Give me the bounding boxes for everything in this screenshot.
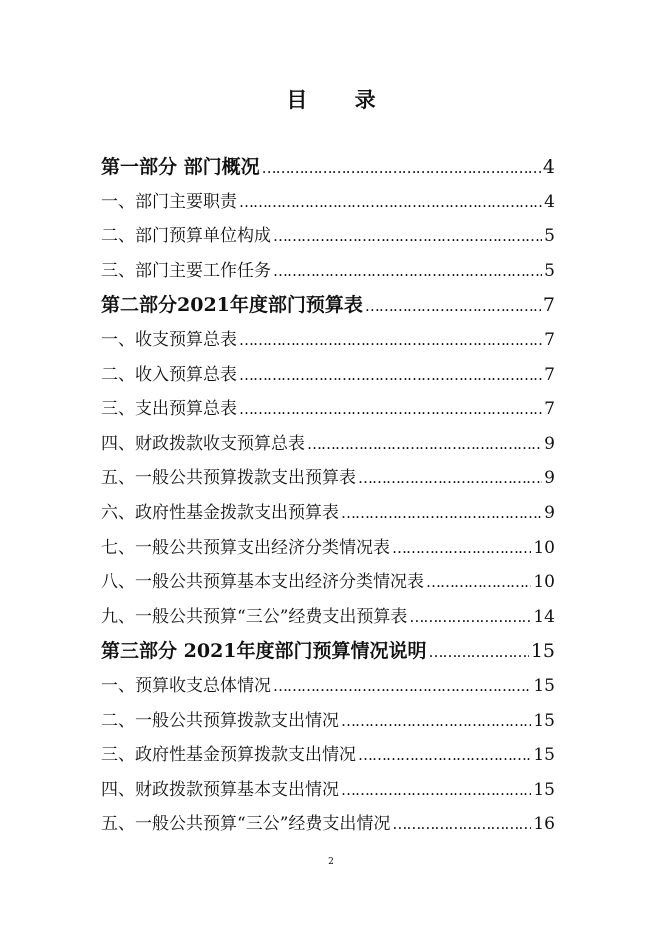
toc-entry[interactable] bbox=[101, 219, 555, 254]
toc-page-number: 14 bbox=[533, 606, 555, 627]
toc-entry[interactable] bbox=[101, 254, 555, 289]
toc-dot-leader bbox=[426, 565, 531, 600]
toc-dot-leader bbox=[307, 427, 542, 462]
toc-page-number: 15 bbox=[530, 640, 555, 663]
toc-entry[interactable] bbox=[101, 323, 555, 358]
toc-entry-label: 三、部门主要工作任务 bbox=[101, 260, 271, 281]
toc-page-number: 9 bbox=[544, 502, 555, 523]
toc-entry[interactable] bbox=[101, 358, 555, 393]
toc-entry[interactable] bbox=[101, 150, 555, 185]
toc-entry-label: 一、部门主要职责 bbox=[101, 191, 237, 212]
toc-page-number: 10 bbox=[533, 572, 555, 593]
toc-entry[interactable] bbox=[101, 185, 555, 220]
toc-entry-label: 五、一般公共预算拨款支出预算表 bbox=[101, 468, 356, 489]
toc-page-number: 4 bbox=[542, 156, 555, 178]
toc-entry-label: 三、政府性基金预算拨款支出情况 bbox=[101, 745, 356, 766]
toc-entry[interactable] bbox=[101, 600, 555, 635]
toc-dot-leader bbox=[273, 669, 531, 704]
toc-entry-label: 二、一般公共预算拨款支出情况 bbox=[101, 710, 339, 731]
toc-dot-leader bbox=[392, 531, 531, 566]
toc-entry[interactable] bbox=[101, 427, 555, 462]
toc-entry-label: 第二部分2021年度部门预算表 bbox=[101, 294, 363, 317]
toc-dot-leader bbox=[273, 254, 542, 289]
toc-entry[interactable] bbox=[101, 634, 555, 669]
toc-entry-label: 第三部分 2021年度部门预算情况说明 bbox=[101, 640, 427, 663]
toc-entry[interactable] bbox=[101, 773, 555, 808]
toc-page-number: 7 bbox=[542, 294, 555, 317]
toc-dot-leader bbox=[392, 807, 531, 842]
toc-dot-leader bbox=[273, 219, 542, 254]
toc-page-number: 15 bbox=[533, 710, 555, 731]
toc-entry[interactable] bbox=[101, 531, 555, 566]
toc-page-number: 5 bbox=[544, 260, 555, 281]
toc-page-number: 9 bbox=[544, 433, 555, 454]
toc-dot-leader bbox=[365, 289, 541, 324]
toc-page-number: 7 bbox=[544, 329, 555, 350]
toc-page-number: 15 bbox=[533, 675, 555, 696]
toc-page-number: 10 bbox=[533, 537, 555, 558]
toc-entry-label: 七、一般公共预算支出经济分类情况表 bbox=[101, 537, 390, 558]
toc-entry-label: 三、支出预算总表 bbox=[101, 399, 237, 420]
toc-dot-leader bbox=[358, 738, 531, 773]
toc-entry-label: 八、一般公共预算基本支出经济分类情况表 bbox=[101, 572, 424, 593]
page-number-footer: 2 bbox=[328, 857, 334, 867]
toc-entry[interactable] bbox=[101, 807, 555, 842]
toc-entry[interactable] bbox=[101, 392, 555, 427]
toc-page-number: 7 bbox=[544, 364, 555, 385]
toc-entry[interactable] bbox=[101, 738, 555, 773]
table-of-contents bbox=[101, 150, 555, 842]
toc-dot-leader bbox=[358, 461, 542, 496]
toc-page-number: 15 bbox=[533, 745, 555, 766]
toc-dot-leader bbox=[429, 635, 529, 670]
toc-entry[interactable] bbox=[101, 704, 555, 739]
toc-entry-label: 五、一般公共预算“三公”经费支出情况 bbox=[101, 814, 391, 835]
toc-page-number: 15 bbox=[533, 779, 555, 800]
toc-entry-label: 一、预算收支总体情况 bbox=[101, 675, 271, 696]
toc-page-number: 5 bbox=[544, 226, 555, 247]
toc-dot-leader bbox=[239, 392, 542, 427]
toc-entry-label: 一、收支预算总表 bbox=[101, 329, 237, 350]
toc-dot-leader bbox=[239, 323, 542, 358]
toc-entry[interactable] bbox=[101, 288, 555, 323]
toc-entry[interactable] bbox=[101, 496, 555, 531]
toc-page-number: 7 bbox=[544, 399, 555, 420]
toc-dot-leader bbox=[262, 151, 541, 186]
toc-entry-label: 四、财政拨款预算基本支出情况 bbox=[101, 779, 339, 800]
toc-page-number: 4 bbox=[544, 191, 555, 212]
toc-dot-leader bbox=[409, 600, 531, 635]
toc-page-number: 9 bbox=[544, 468, 555, 489]
page-title: 目 录 bbox=[286, 87, 396, 112]
toc-entry-label: 六、政府性基金拨款支出预算表 bbox=[101, 502, 339, 523]
toc-dot-leader bbox=[341, 704, 531, 739]
toc-entry[interactable] bbox=[101, 565, 555, 600]
toc-entry-label: 第一部分 部门概况 bbox=[101, 156, 260, 178]
toc-entry-label: 二、收入预算总表 bbox=[101, 364, 237, 385]
toc-dot-leader bbox=[239, 358, 542, 393]
toc-entry-label: 二、部门预算单位构成 bbox=[101, 226, 271, 247]
toc-page-number: 16 bbox=[533, 814, 555, 835]
toc-entry[interactable] bbox=[101, 461, 555, 496]
toc-dot-leader bbox=[341, 773, 531, 808]
toc-dot-leader bbox=[341, 496, 542, 531]
toc-entry-label: 四、财政拨款收支预算总表 bbox=[101, 433, 305, 454]
toc-entry[interactable] bbox=[101, 669, 555, 704]
toc-entry-label: 九、一般公共预算“三公”经费支出预算表 bbox=[101, 606, 408, 627]
toc-dot-leader bbox=[239, 185, 542, 220]
